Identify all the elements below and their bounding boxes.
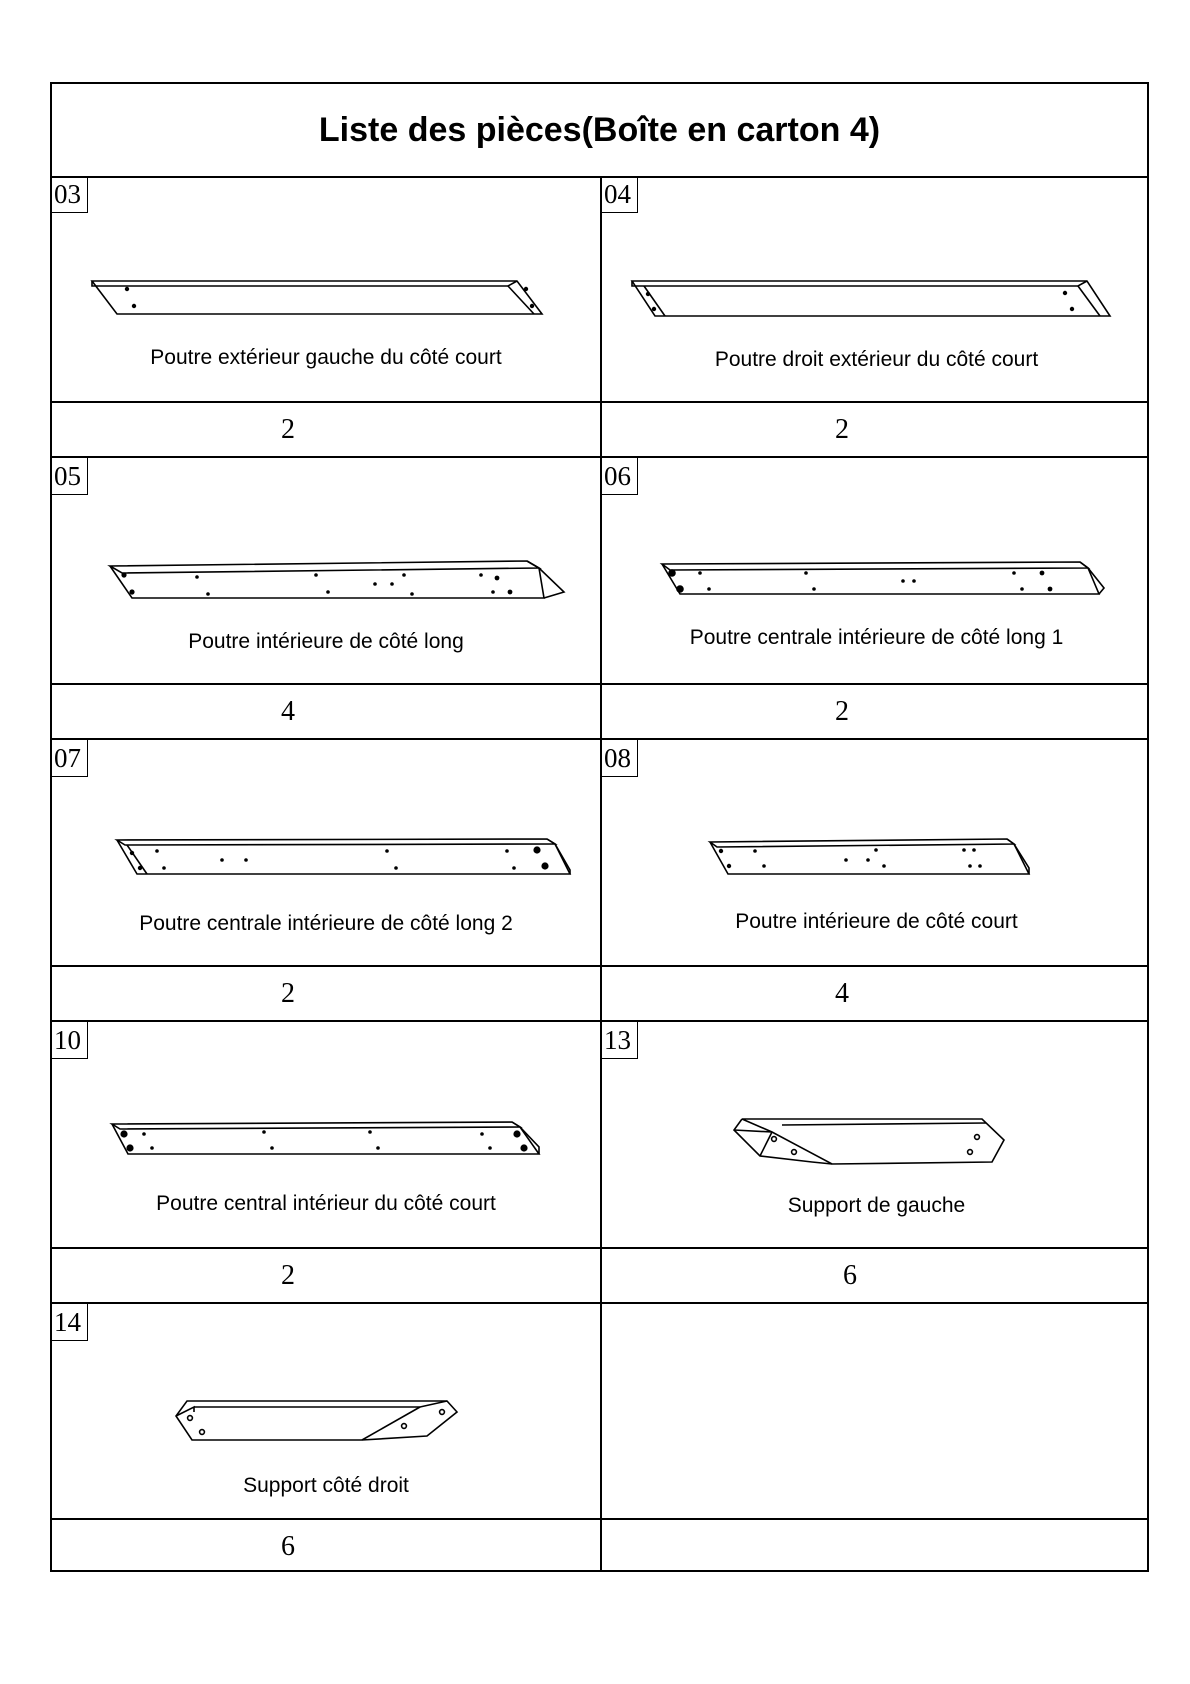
part-03-cell — [52, 176, 600, 401]
part-name: Poutre centrale intérieure de côté long 2 — [139, 912, 513, 935]
part-number: 13 — [602, 1022, 638, 1059]
part-name: Support côté droit — [243, 1474, 409, 1497]
empty-quantity-cell — [602, 1520, 1151, 1574]
part-08-quantity: 4 — [835, 978, 849, 1009]
empty-cell — [602, 1304, 1151, 1529]
part-14-cell — [52, 1304, 600, 1529]
column-divider — [600, 176, 602, 1572]
part-name: Poutre intérieure de côté long — [188, 630, 464, 653]
part-number: 05 — [52, 458, 88, 495]
part-04-quantity: 2 — [835, 414, 849, 445]
part-number: 03 — [52, 176, 88, 213]
part-14-quantity: 6 — [281, 1531, 295, 1562]
part-name: Poutre centrale intérieure de côté long 1 — [689, 626, 1064, 649]
part-05-cell — [52, 458, 600, 683]
part-07-cell — [52, 740, 600, 965]
part-07-quantity: 2 — [281, 978, 295, 1009]
part-name: Support de gauche — [787, 1194, 966, 1217]
part-number: 04 — [602, 176, 638, 213]
part-10-quantity: 2 — [281, 1260, 295, 1291]
part-name: Poutre central intérieur du côté court — [156, 1192, 496, 1215]
page-title: Liste des pièces(Boîte en carton 4) — [52, 84, 1147, 178]
part-name: Poutre extérieur gauche du côté court — [150, 346, 502, 369]
part-04-cell — [602, 176, 1151, 401]
part-number: 06 — [602, 458, 638, 495]
parts-list-table — [50, 82, 1149, 1572]
part-name: Poutre intérieure de côté court — [735, 910, 1018, 933]
part-06-quantity: 2 — [835, 696, 849, 727]
part-number: 08 — [602, 740, 638, 777]
part-06-cell — [602, 458, 1151, 683]
part-number: 07 — [52, 740, 88, 777]
part-10-cell — [52, 1022, 600, 1247]
part-number: 14 — [52, 1304, 88, 1341]
part-number: 10 — [52, 1022, 88, 1059]
part-13-quantity: 6 — [843, 1260, 857, 1291]
part-05-quantity: 4 — [281, 696, 295, 727]
part-name: Poutre droit extérieur du côté court — [714, 348, 1039, 371]
part-13-cell — [602, 1022, 1151, 1247]
part-08-cell — [602, 740, 1151, 965]
part-03-quantity: 2 — [281, 414, 295, 445]
